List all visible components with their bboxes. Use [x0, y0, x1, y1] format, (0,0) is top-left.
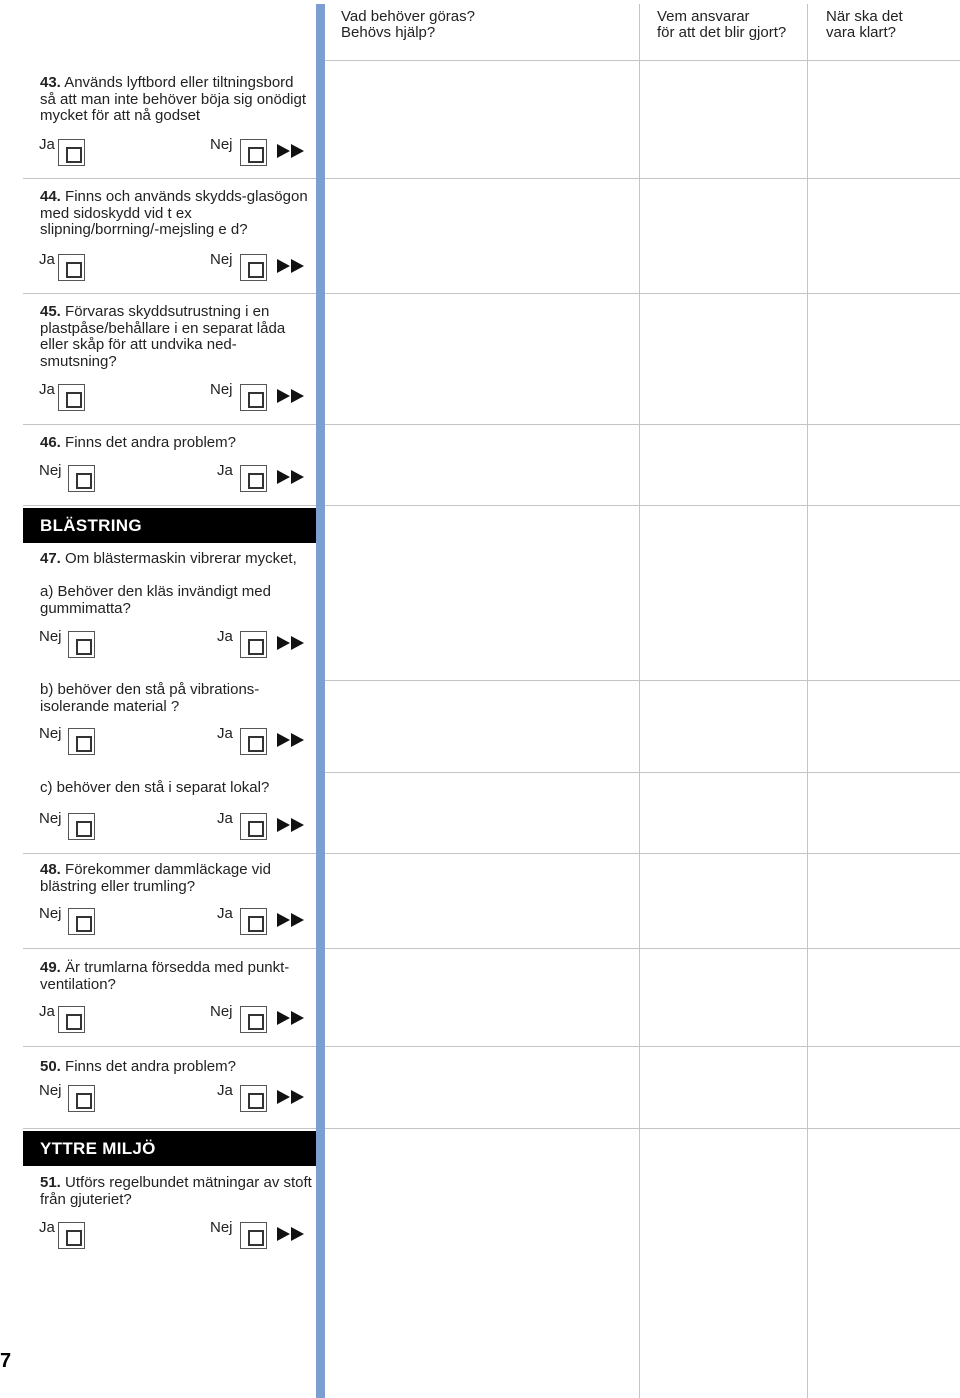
yes-label: Ja [39, 136, 55, 153]
answer-row-49 [40, 1002, 312, 1032]
question-number: 49. [40, 959, 61, 976]
question-text: Om blästermaskin vibrerar mycket, [65, 550, 297, 567]
answer-row-47a [40, 627, 312, 657]
question-number: 45. [40, 303, 61, 320]
yes-checkbox[interactable] [240, 813, 267, 840]
no-checkbox[interactable] [240, 139, 267, 166]
no-label: Nej [39, 905, 62, 922]
fast-forward-icon [277, 913, 305, 927]
question-text: Finns det andra problem? [65, 1058, 236, 1075]
column-divider [807, 4, 808, 1398]
yes-checkbox[interactable] [58, 139, 85, 166]
row-divider [325, 680, 960, 681]
yes-label: Ja [39, 251, 55, 268]
no-label: Nej [210, 1219, 233, 1236]
row-divider [325, 1046, 960, 1047]
yes-label: Ja [217, 905, 233, 922]
row-divider [23, 505, 316, 506]
yes-label: Ja [217, 462, 233, 479]
no-checkbox[interactable] [68, 728, 95, 755]
question-47c: c) behöver den stå i separat lokal? [40, 779, 270, 796]
yes-label: Ja [217, 628, 233, 645]
no-label: Nej [39, 810, 62, 827]
page-number: 7 [0, 1350, 12, 1372]
answer-row-51 [40, 1218, 312, 1248]
yes-label: Ja [217, 725, 233, 742]
no-checkbox[interactable] [68, 813, 95, 840]
question-number: 46. [40, 434, 61, 451]
yes-label: Ja [217, 1082, 233, 1099]
no-label: Nej [39, 725, 62, 742]
question-48 [40, 862, 312, 895]
fast-forward-icon [277, 818, 305, 832]
question-47 [40, 551, 312, 568]
no-checkbox[interactable] [240, 254, 267, 281]
question-text: Förekommer dammläckage vid blästring eller trumling? [40, 861, 271, 895]
answer-row-44 [40, 250, 312, 280]
row-divider [325, 293, 960, 294]
row-divider [23, 293, 316, 294]
row-divider [325, 178, 960, 179]
no-checkbox[interactable] [240, 384, 267, 411]
question-text: Finns och används skydds-glasögon med sidoskydd vid t ex slipning/borrning/-mejsling e d? [40, 188, 308, 238]
no-checkbox[interactable] [68, 631, 95, 658]
question-45 [40, 304, 312, 370]
answer-row-48 [40, 904, 312, 934]
row-divider [325, 505, 960, 506]
no-checkbox[interactable] [68, 465, 95, 492]
question-text: Förvaras skyddsutrustning i en plastpåse/behållare i en separat låda eller skåp för att undvika ned-smutsning? [40, 303, 286, 370]
question-number: 44. [40, 188, 61, 205]
row-divider [325, 772, 960, 773]
fast-forward-icon [277, 1227, 305, 1241]
fast-forward-icon [277, 144, 305, 158]
yes-checkbox[interactable] [240, 728, 267, 755]
fast-forward-icon [277, 636, 305, 650]
column-divider [639, 4, 640, 1398]
row-divider [23, 853, 316, 854]
yes-label: Ja [39, 1003, 55, 1020]
question-text: Finns det andra problem? [65, 434, 236, 451]
no-checkbox[interactable] [240, 1222, 267, 1249]
row-divider [325, 1128, 960, 1129]
question-49 [40, 960, 312, 993]
fast-forward-icon [277, 1090, 305, 1104]
row-divider [23, 948, 316, 949]
question-number: 47. [40, 550, 61, 567]
question-50 [40, 1059, 312, 1076]
answer-row-47c [40, 809, 312, 839]
fast-forward-icon [277, 733, 305, 747]
row-divider [325, 948, 960, 949]
no-checkbox[interactable] [68, 1085, 95, 1112]
question-46 [40, 435, 312, 452]
section-header-blastring: BLÄSTRING [23, 508, 316, 543]
row-divider [325, 424, 960, 425]
yes-checkbox[interactable] [240, 465, 267, 492]
no-label: Nej [39, 628, 62, 645]
answer-row-43 [40, 135, 312, 165]
no-label: Nej [39, 1082, 62, 1099]
yes-checkbox[interactable] [58, 254, 85, 281]
row-divider [325, 853, 960, 854]
answer-row-46 [40, 461, 312, 491]
no-label: Nej [210, 136, 233, 153]
question-43 [40, 75, 312, 125]
question-text: Utförs regelbundet mätningar av stoft från gjuteriet? [40, 1174, 312, 1208]
section-header-yttre-miljo: YTTRE MILJÖ [23, 1131, 316, 1166]
question-51 [40, 1175, 312, 1208]
fast-forward-icon [277, 470, 305, 484]
yes-label: Ja [39, 381, 55, 398]
question-number: 50. [40, 1058, 61, 1075]
question-47a: a) Behöver den kläs invändigt med gummimatta? [40, 583, 271, 617]
question-text: Är trumlarna försedda med punkt-ventilation? [40, 959, 290, 993]
yes-checkbox[interactable] [240, 631, 267, 658]
fast-forward-icon [277, 389, 305, 403]
fast-forward-icon [277, 1011, 305, 1025]
row-divider [23, 1128, 316, 1129]
row-divider [23, 424, 316, 425]
margin-bar [316, 4, 325, 1398]
row-divider [325, 60, 960, 61]
question-number: 43. [40, 74, 61, 91]
no-label: Nej [210, 1003, 233, 1020]
yes-label: Ja [217, 810, 233, 827]
yes-checkbox[interactable] [58, 1222, 85, 1249]
question-number: 51. [40, 1174, 61, 1191]
row-divider [23, 178, 316, 179]
answer-row-47b [40, 724, 312, 754]
question-47b: b) behöver den stå på vibrations-isolerande material ? [40, 681, 260, 715]
no-label: Nej [210, 381, 233, 398]
answer-row-50 [40, 1081, 312, 1111]
answer-row-45 [40, 380, 312, 410]
yes-checkbox[interactable] [240, 1085, 267, 1112]
no-checkbox[interactable] [68, 908, 95, 935]
question-44 [40, 189, 312, 239]
no-label: Nej [210, 251, 233, 268]
column-header-what: Vad behöver göras? Behövs hjälp? [341, 8, 475, 41]
column-header-who: Vem ansvarar för att det blir gjort? [657, 8, 787, 41]
yes-checkbox[interactable] [58, 384, 85, 411]
question-text: Används lyftbord eller tiltningsbord så att man inte behöver böja sig onödigt mycket för att nå godset [40, 74, 307, 124]
column-header-when: När ska det vara klart? [826, 8, 903, 41]
yes-checkbox[interactable] [58, 1006, 85, 1033]
yes-label: Ja [39, 1219, 55, 1236]
no-label: Nej [39, 462, 62, 479]
question-number: 48. [40, 861, 61, 878]
row-divider [23, 1046, 316, 1047]
no-checkbox[interactable] [240, 1006, 267, 1033]
fast-forward-icon [277, 259, 305, 273]
yes-checkbox[interactable] [240, 908, 267, 935]
